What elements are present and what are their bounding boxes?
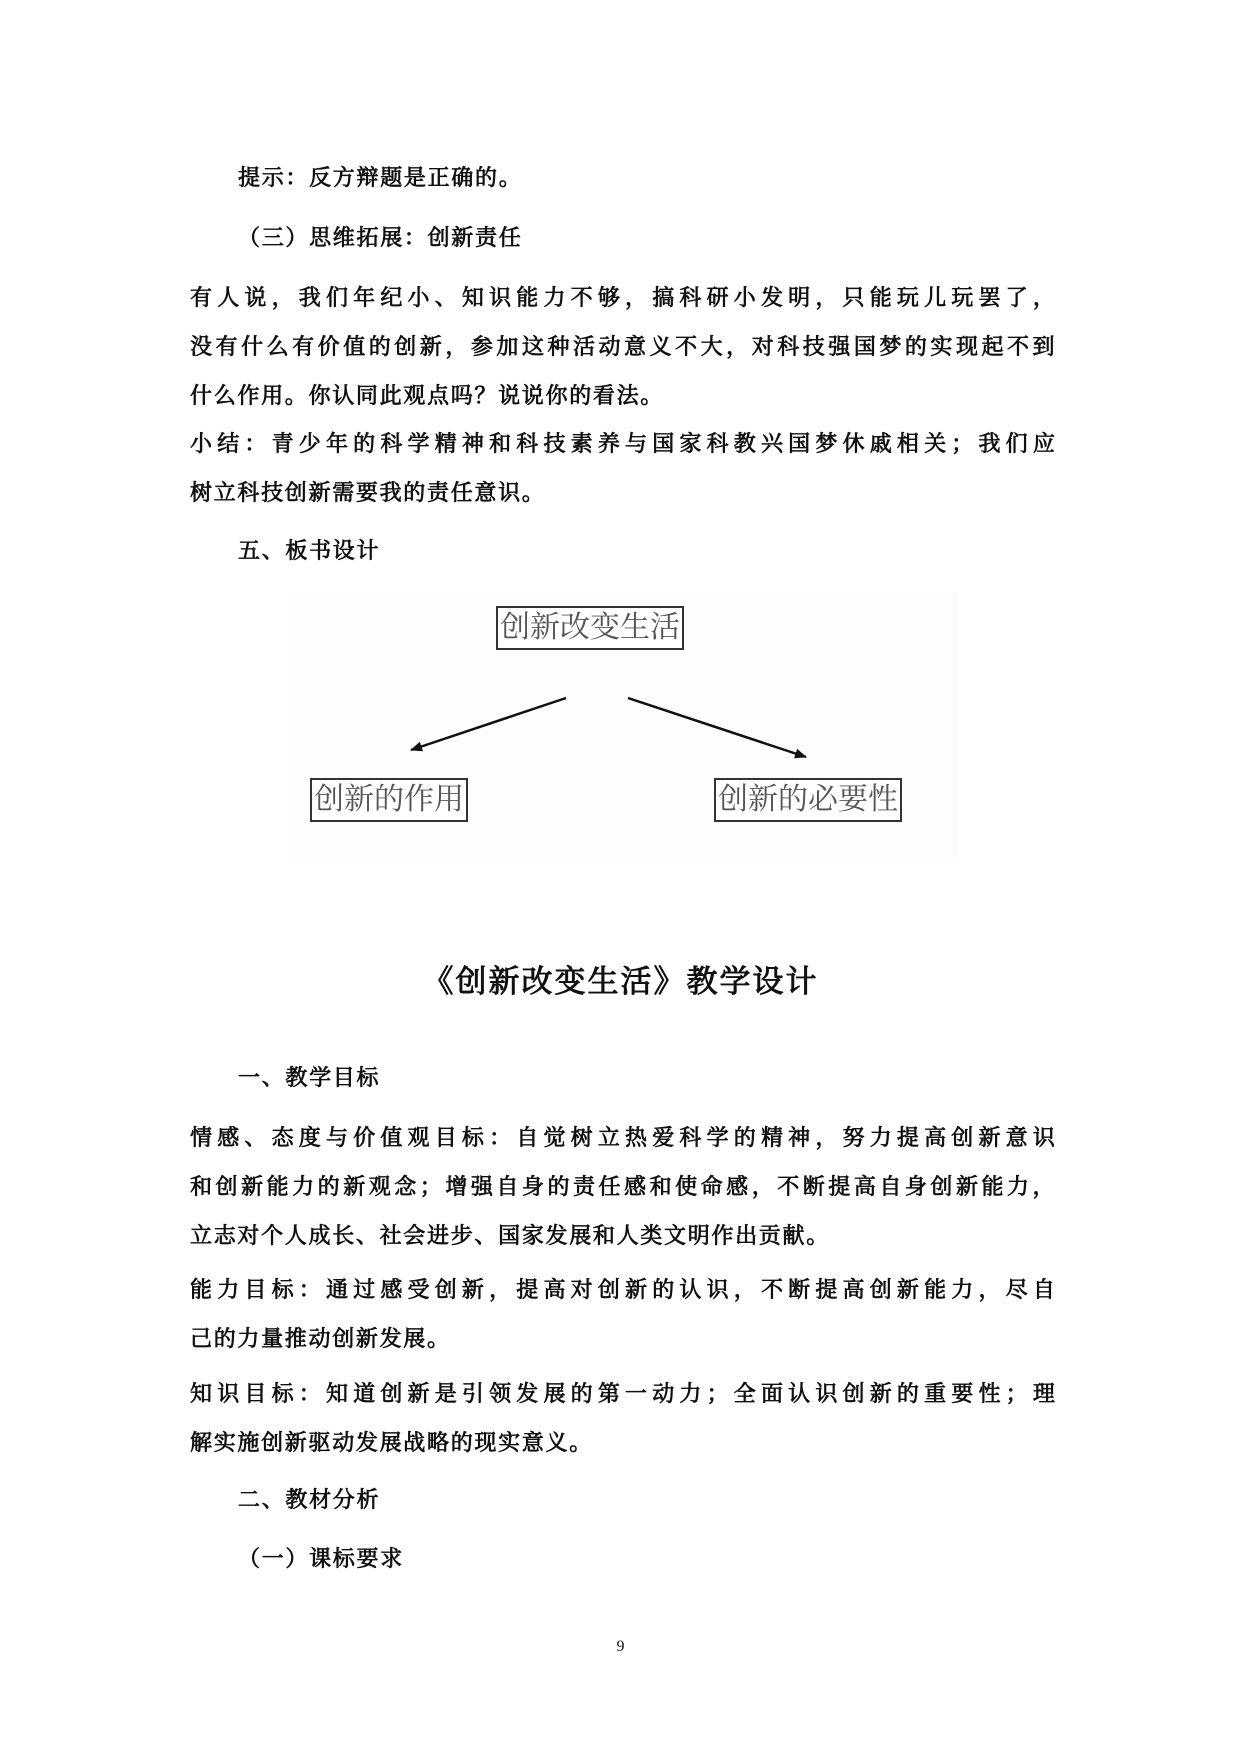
goal-line: 己的力量推动创新发展。: [190, 1326, 451, 1352]
arrow-left: [411, 698, 566, 750]
paragraph-line: 有 人 说 ， 我 们 年 纪 小 、 知 识 能 力 不 够 ， 搞 科 研 小 发 明 ， 只 能 玩 儿 玩 罢 了 ，: [190, 285, 1055, 311]
heading-curriculum-requirements: （一）课标要求: [238, 1546, 404, 1572]
page-number: 9: [616, 1638, 625, 1655]
heading-material-analysis: 二、教材分析: [238, 1487, 381, 1513]
hint-text: 提示：反方辩题是正确的。: [238, 165, 523, 191]
goal-line: 解实施创新驱动发展战略的现实意义。: [190, 1430, 593, 1456]
goal-line: 知 识 目 标 ： 知 道 创 新 是 引 领 发 展 的 第 一 动 力 ； 全 面 认 识 创 新 的 重 要 性 ； 理: [190, 1381, 1055, 1407]
board-design-diagram: [288, 592, 958, 862]
summary-line: 小 结 ： 青 少 年 的 科 学 精 神 和 科 技 素 养 与 国 家 科 教 兴 国 梦 休 戚 相 关 ； 我 们 应: [190, 431, 1055, 457]
heading-thinking-expansion: （三）思维拓展：创新责任: [238, 225, 523, 251]
arrow-right: [628, 698, 806, 757]
heading-teaching-goals: 一、教学目标: [238, 1065, 381, 1091]
summary-line: 树立科技创新需要我的责任意识。: [190, 480, 546, 506]
paragraph-line: 什么作用。你认同此观点吗？说说你的看法。: [190, 383, 665, 409]
diagram-box-left: 创新的作用: [310, 778, 468, 822]
goal-line: 立志对个人成长、社会进步、国家发展和人类文明作出贡献。: [190, 1223, 830, 1249]
document-title: 《创新改变生活》教学设计: [422, 964, 819, 1000]
diagram-box-top: 创新改变生活: [496, 606, 684, 650]
goal-line: 能 力 目 标 ： 通 过 感 受 创 新 ， 提 高 对 创 新 的 认 识 ， 不 断 提 高 创 新 能 力 ， 尽 自: [190, 1277, 1055, 1303]
goal-line: 和 创 新 能 力 的 新 观 念 ； 增 强 自 身 的 责 任 感 和 使 命 感 ， 不 断 提 高 自 身 创 新 能 力 ，: [190, 1174, 1055, 1200]
diagram-box-right: 创新的必要性: [714, 778, 902, 822]
heading-board-design: 五、板书设计: [238, 538, 381, 564]
goal-line: 情 感 、 态 度 与 价 值 观 目 标 ： 自 觉 树 立 热 爱 科 学 的 精 神 ， 努 力 提 高 创 新 意 识: [190, 1125, 1055, 1151]
paragraph-line: 没 有 什 么 有 价 值 的 创 新 ， 参 加 这 种 活 动 意 义 不 大 ， 对 科 技 强 国 梦 的 实 现 起 不 到: [190, 334, 1055, 360]
